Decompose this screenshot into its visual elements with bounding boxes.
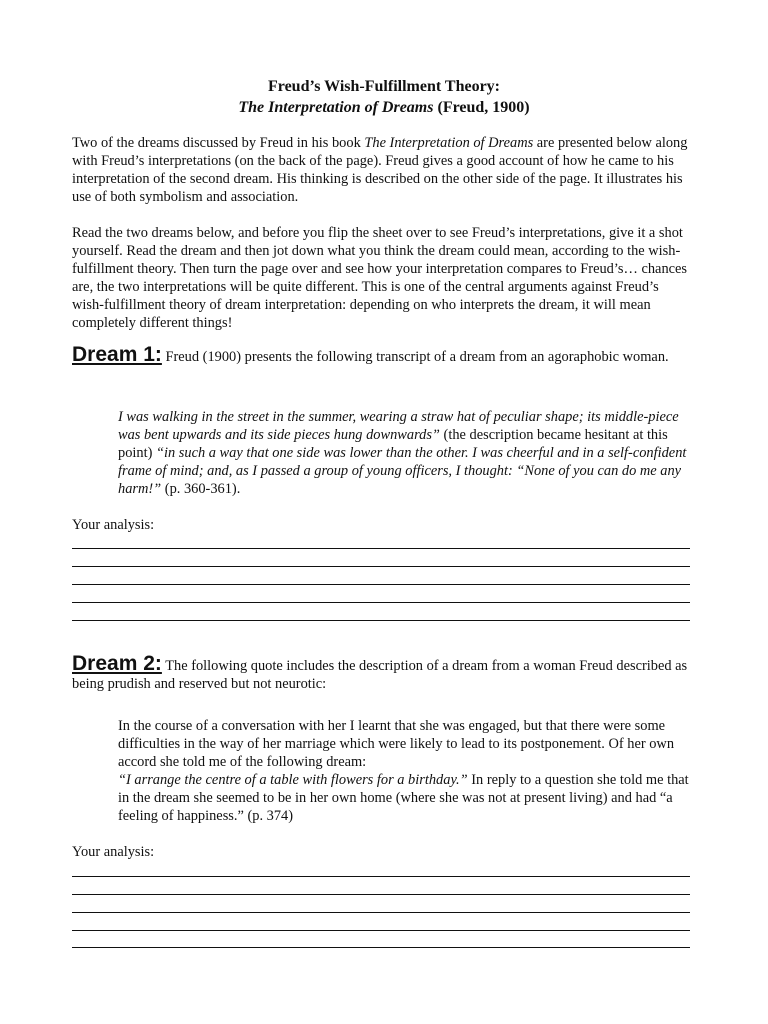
dream-2-answer-line[interactable]: [72, 912, 690, 913]
dream-1-answer-line[interactable]: [72, 566, 690, 567]
dream-1-heading: [72, 343, 694, 366]
intro-text-cont: are presented below along with Freud’s interpretations (on the back of the page). Freud gives a good account of how he came to his interpretation of the second dream. His thinking is described on the other side of the page. It illustrates his use of both symbolism and association.: [72, 135, 688, 205]
dream-2-quote-context: In the course of a conversation with her I learnt that she was engaged, but that there were some difficulties in the way of her marriage which were likely to lead to its postponement. Of her own accord she told me of the following dream:: [118, 718, 675, 770]
dream-2-label: Dream 2:: [72, 652, 162, 675]
dream-1-label: Dream 1:: [72, 343, 162, 366]
page-title: Freud’s Wish-Fulfillment Theory:: [267, 78, 500, 95]
dream-1-answer-line[interactable]: [72, 584, 690, 585]
intro-paragraph-2: Read the two dreams below, and before you flip the sheet over to see Freud’s interpretations, give it a shot yourself. Read the dream and then jot down what you think the dream could mean, according to the wish-fulfillment theory. Then turn the page over and see how your interpretation compares to Freud’s… chances are, the two interpretations will be quite different. This is one of the central arguments against Freud’s wish-fulfillment theory of dream interpretation: depending on who interprets the dream, it will mean completely different things!: [72, 225, 688, 331]
dream-2-answer-line[interactable]: [72, 876, 690, 877]
dream-2-quote: [118, 717, 694, 825]
dream-1-citation: (p. 360-361).: [161, 481, 241, 497]
intro-text: Two of the dreams discussed by Freud in his book: [72, 135, 365, 151]
page-subtitle: [0, 97, 768, 118]
intro-paragraph-1: [72, 134, 694, 206]
dream-2-answer-line[interactable]: [72, 894, 690, 895]
dream-1-answer-line[interactable]: [72, 602, 690, 603]
dream-1-quote-note: (the description became hesitant at this point): [118, 427, 668, 461]
dream-1-answer-line[interactable]: [72, 548, 690, 549]
dream-1-analysis-label: Your analysis:: [72, 517, 155, 533]
dream-2-intro: The following quote includes the description of a dream from a woman Freud described as being prudish and reserved but not neurotic:: [72, 658, 688, 692]
subtitle-citation: (Freud, 1900): [433, 99, 530, 116]
dream-1-quote-italic-1: I was walking in the street in the summer, wearing a straw hat of peculiar shape; its middle-piece was bent upwards and its side pieces hung downwards”: [118, 409, 679, 443]
dream-2-answer-line[interactable]: [72, 947, 690, 948]
dream-1-quote-italic-2: “in such a way that one side was lower than the other. I was cheerful and in a self-confident frame of mind; and, as I passed a group of young officers, I thought: “None of you can do me any harm!”: [118, 445, 687, 497]
dream-2-answer-line[interactable]: [72, 930, 690, 931]
dream-2-heading: [72, 652, 694, 693]
dream-2-quote-italic: “I arrange the centre of a table with flowers for a birthday.”: [118, 772, 468, 788]
dream-1-answer-line[interactable]: [72, 620, 690, 621]
dream-1-intro: Freud (1900) presents the following transcript of a dream from an agoraphobic woman.: [161, 349, 669, 365]
title-block: [0, 76, 768, 118]
dream-1-quote: [118, 408, 694, 498]
dream-2-quote-rest: In reply to a question she told me that in the dream she seemed to be in her own home (where she was not at present living) and had “a feeling of happiness.” (p. 374): [118, 772, 689, 824]
dream-2-analysis-label: Your analysis:: [72, 844, 155, 860]
subtitle-book-title: The Interpretation of Dreams: [238, 99, 434, 116]
intro-book-title: The Interpretation of Dreams: [364, 135, 534, 151]
